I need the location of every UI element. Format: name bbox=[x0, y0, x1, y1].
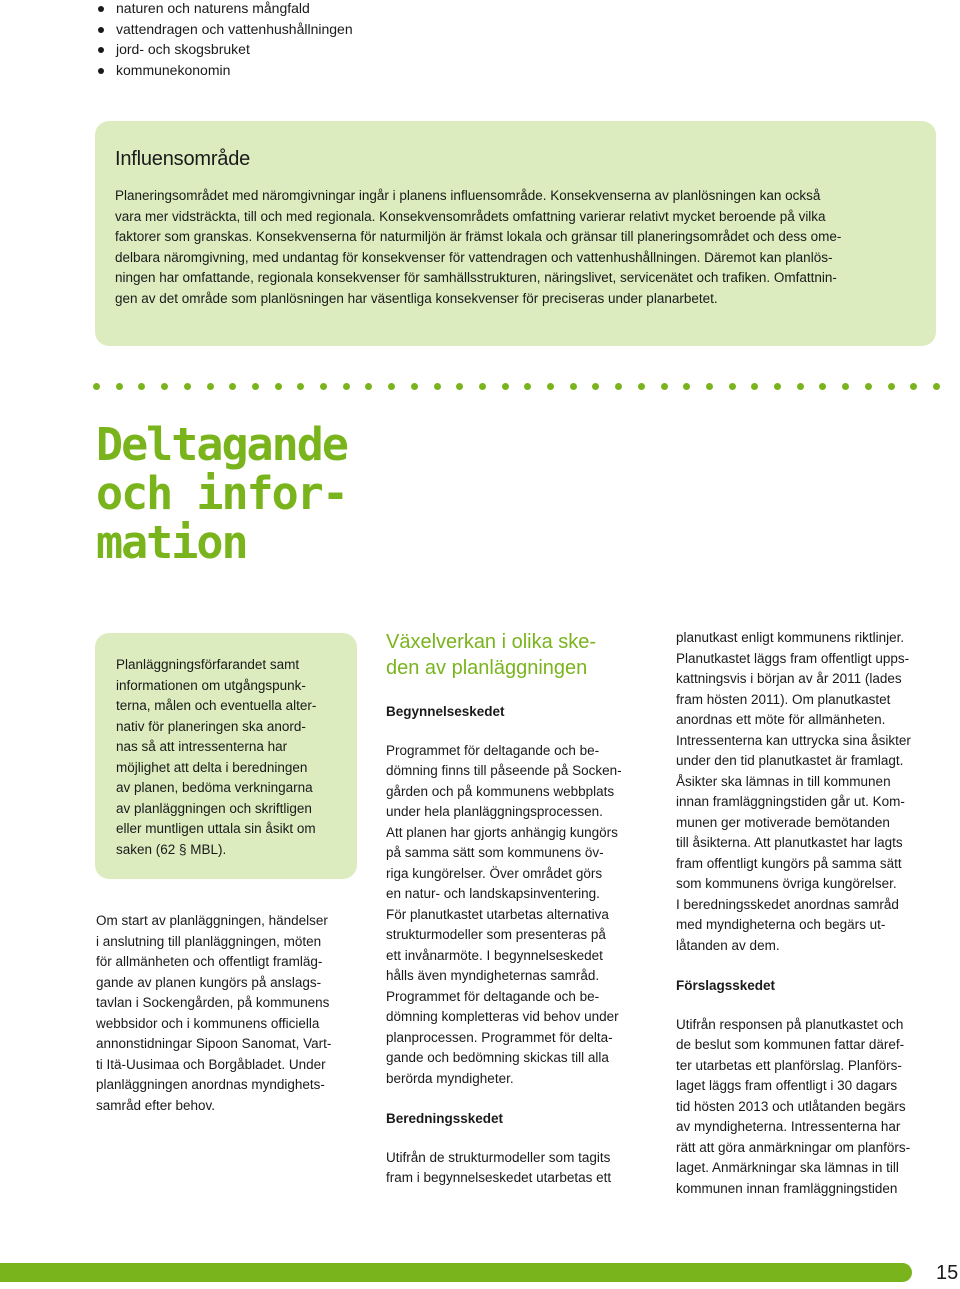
text-line: gården och på kommunens webbplats bbox=[386, 783, 615, 799]
text-line: delbara näromgivning, med undantag för konsekvenser för vattendragen och vattenhushållningen. Däremot kan planlös- bbox=[115, 249, 833, 265]
text-line: laget. Anmärkningar ska lämnas in till bbox=[676, 1160, 899, 1175]
divider-dot bbox=[388, 383, 395, 390]
text-line: faktorer som granskas. Konsekvenserna för naturmiljön är främst lokala och gränsar till planeringsområdet och dess ome- bbox=[115, 229, 842, 244]
divider-dot bbox=[570, 383, 577, 390]
divider-dot bbox=[343, 383, 350, 390]
column-left bbox=[96, 911, 361, 1116]
text-line: Åsikter ska lämnas in till kommunen bbox=[676, 773, 891, 789]
text-line: riga kungörelser. Över området görs bbox=[386, 865, 603, 881]
text-line: eller muntligen uttala sin åsikt om bbox=[116, 821, 316, 836]
text-line: med myndigheterna och begärs ut- bbox=[676, 917, 886, 932]
text-line: möjlighet att delta i beredningen bbox=[116, 759, 308, 775]
divider-dot bbox=[910, 383, 917, 390]
text-line: ningen har omfattande, regionala konsekvenser för samhällsstrukturen, näringslivet, servicenätet och trafiken. Omfattnin- bbox=[115, 270, 837, 285]
divider-dot bbox=[479, 383, 486, 390]
divider-dot bbox=[161, 383, 168, 390]
text-line: kattningsvis i början av år 2011 (lades bbox=[676, 671, 902, 686]
influence-area-box bbox=[95, 121, 936, 346]
text-line: samråd efter behov. bbox=[96, 1097, 216, 1113]
divider-dot bbox=[275, 383, 282, 390]
divider-dot bbox=[842, 383, 849, 390]
text-line: ti Itä-Uusimaa och Borgåbladet. Under bbox=[96, 1056, 326, 1072]
divider-dot bbox=[797, 383, 804, 390]
divider-dot bbox=[729, 383, 736, 390]
text-line: av planen, bedöma verkningarna bbox=[116, 780, 313, 795]
text-line: dömning kompletteras vid behov under bbox=[386, 1009, 619, 1024]
divider-dot bbox=[683, 383, 690, 390]
text-line: laget läggs fram offentligt i 30 dagars bbox=[676, 1078, 898, 1093]
text-line: strukturmodeller som presenteras på bbox=[386, 927, 606, 942]
text-line: Utifrån responsen på planutkastet och bbox=[676, 1016, 904, 1032]
text-line: låtanden av dem. bbox=[676, 937, 780, 953]
text-line: nas så att intressenterna har bbox=[116, 739, 288, 754]
text-line: innan framläggningstiden går ut. Kom- bbox=[676, 794, 905, 809]
text-line: under hela planläggningsprocessen. bbox=[386, 804, 603, 819]
divider-dot bbox=[592, 383, 599, 390]
title-line: och infor- bbox=[96, 467, 347, 520]
text-line: dömning finns till påseende på Socken- bbox=[386, 763, 622, 778]
divider-dot bbox=[638, 383, 645, 390]
paragraph bbox=[96, 911, 361, 1116]
divider-dot bbox=[207, 383, 214, 390]
divider-dot bbox=[320, 383, 327, 390]
influence-area-heading: Influensområde bbox=[115, 148, 251, 170]
divider-dot bbox=[661, 383, 668, 390]
text-line: Intressenterna kan uttrycka sina åsikter bbox=[676, 732, 911, 748]
text-line: saken (62 § MBL). bbox=[116, 841, 227, 857]
text-line: För planutkastet utarbetas alternativa bbox=[386, 906, 609, 922]
text-line: informationen om utgångspunk- bbox=[116, 677, 306, 693]
info-box bbox=[95, 633, 357, 879]
text-line: den av planläggningen bbox=[386, 657, 588, 679]
text-line: Utifrån de strukturmodeller som tagits bbox=[386, 1149, 611, 1165]
phase-heading: Begynnelseskedet bbox=[386, 704, 505, 719]
text-line: annonstidningar Sipoon Sanomat, Vart- bbox=[96, 1036, 332, 1051]
text-line: rätt att göra anmärkningar om planförs- bbox=[676, 1139, 911, 1155]
text-line: ter utarbetas ett planförslag. Planförs- bbox=[676, 1057, 902, 1073]
text-line: de beslut som kommunen fattar däref- bbox=[676, 1037, 905, 1052]
phase-heading: Beredningsskedet bbox=[386, 1111, 504, 1126]
text-line: planläggningen anordnas myndighets- bbox=[96, 1077, 325, 1092]
divider-dot bbox=[138, 383, 145, 390]
phase-heading: Förslagsskedet bbox=[676, 978, 776, 993]
text-line: webbsidor och i kommunens officiella bbox=[96, 1015, 320, 1031]
text-line: fram hösten 2011). Om planutkastet bbox=[676, 691, 891, 707]
list-item: naturen och naturens mångfald bbox=[96, 0, 353, 19]
list-item: kommunekonomin bbox=[96, 60, 353, 81]
divider-dot bbox=[297, 383, 304, 390]
dotted-divider bbox=[93, 383, 943, 393]
divider-dot bbox=[252, 383, 259, 390]
list-item: vattendragen och vattenhushållningen bbox=[96, 19, 353, 40]
text-line: till åsikterna. Att planutkastet har lagts bbox=[676, 835, 903, 850]
text-line: gen av det område som planlösningen har väsentliga konsekvenser för preciseras under planarbetet. bbox=[115, 290, 718, 306]
text-line: planprocessen. Programmet för delta- bbox=[386, 1029, 613, 1045]
footer-bar bbox=[0, 1263, 912, 1282]
divider-dot bbox=[819, 383, 826, 390]
divider-dot bbox=[456, 383, 463, 390]
divider-dot bbox=[93, 383, 100, 390]
text-line: Att planen har gjorts anhängig kungörs bbox=[386, 824, 618, 840]
text-line: under den tid planutkastet är framlagt. bbox=[676, 753, 904, 768]
divider-dot bbox=[706, 383, 713, 390]
text-line: som kommunens övriga kungörelser. bbox=[676, 876, 897, 891]
divider-dot bbox=[365, 383, 372, 390]
column-right bbox=[676, 628, 946, 1199]
divider-dot bbox=[865, 383, 872, 390]
divider-dot bbox=[524, 383, 531, 390]
divider-dot bbox=[888, 383, 895, 390]
paragraph bbox=[676, 1015, 946, 1200]
influence-area-text bbox=[115, 186, 916, 309]
text-line: fram offentligt kungörs på samma sätt bbox=[676, 855, 902, 871]
section-title bbox=[96, 420, 347, 567]
text-line: för allmänheten och offentligt framläg- bbox=[96, 954, 323, 969]
text-line: av myndigheterna. Intressenterna har bbox=[676, 1119, 901, 1134]
text-line: Programmet för deltagande och be- bbox=[386, 742, 600, 758]
divider-dot bbox=[615, 383, 622, 390]
text-line: Växelverkan i olika ske- bbox=[386, 631, 597, 653]
text-line: tavlan i Sockengården, på kommunens bbox=[96, 995, 330, 1010]
text-line: terna, målen och eventuella alter- bbox=[116, 698, 317, 713]
text-line: hålls även myndigheternas samråd. bbox=[386, 968, 600, 983]
title-line: Deltagande bbox=[96, 418, 347, 471]
divider-dot bbox=[933, 383, 940, 390]
text-line: på samma sätt som kommunens öv- bbox=[386, 845, 604, 860]
text-line: Planläggningsförfarandet samt bbox=[116, 657, 300, 672]
text-line: munen ger motiverade bemötanden bbox=[676, 814, 890, 830]
text-line: planutkast enligt kommunens riktlinjer. bbox=[676, 630, 905, 645]
text-line: i anslutning till planläggningen, möten bbox=[96, 933, 322, 949]
topic-list bbox=[96, 0, 353, 80]
list-item: jord- och skogsbruket bbox=[96, 39, 353, 60]
divider-dot bbox=[751, 383, 758, 390]
paragraph bbox=[386, 1148, 651, 1189]
title-line: mation bbox=[96, 516, 247, 569]
subsection-title bbox=[386, 629, 651, 681]
text-line: vara mer vidsträckta, till och med regionala. Konsekvensområdets omfattning varierar relativt mycket beroende på vilka bbox=[115, 208, 826, 224]
info-box-text bbox=[116, 655, 339, 860]
page-number: 15 bbox=[936, 1262, 959, 1284]
text-line: gande av planen kungörs på anslags- bbox=[96, 974, 322, 990]
divider-dot bbox=[502, 383, 509, 390]
text-line: tid hösten 2013 och utlåtanden begärs bbox=[676, 1098, 906, 1114]
divider-dot bbox=[116, 383, 123, 390]
column-middle bbox=[386, 629, 651, 1189]
text-line: en natur- och landskapsinventering. bbox=[386, 886, 600, 901]
text-line: Om start av planläggningen, händelser bbox=[96, 913, 328, 928]
divider-dot bbox=[774, 383, 781, 390]
text-line: Planeringsområdet med näromgivningar ingår i planens influensområde. Konsekvenserna av planlösningen kan också bbox=[115, 188, 821, 203]
divider-dot bbox=[547, 383, 554, 390]
divider-dot bbox=[434, 383, 441, 390]
text-line: av planläggningen och skriftligen bbox=[116, 800, 312, 816]
text-line: I beredningsskedet anordnas samråd bbox=[676, 896, 899, 912]
paragraph bbox=[676, 628, 946, 956]
text-line: berörda myndigheter. bbox=[386, 1070, 514, 1086]
text-line: nativ för planeringen ska anord- bbox=[116, 718, 306, 734]
text-line: Programmet för deltagande och be- bbox=[386, 988, 600, 1004]
divider-dot bbox=[411, 383, 418, 390]
text-line: gande och bedömning skickas till alla bbox=[386, 1050, 609, 1065]
text-line: anordnas ett möte för allmänheten. bbox=[676, 712, 886, 727]
paragraph bbox=[386, 741, 651, 1090]
text-line: kommunen innan framläggningstiden bbox=[676, 1180, 898, 1196]
divider-dot bbox=[184, 383, 191, 390]
text-line: fram i begynnelseskedet utarbetas ett bbox=[386, 1170, 612, 1185]
text-line: ett invånarmöte. I begynnelseskedet bbox=[386, 947, 603, 963]
text-line: Planutkastet läggs fram offentligt upps- bbox=[676, 650, 910, 666]
divider-dot bbox=[229, 383, 236, 390]
